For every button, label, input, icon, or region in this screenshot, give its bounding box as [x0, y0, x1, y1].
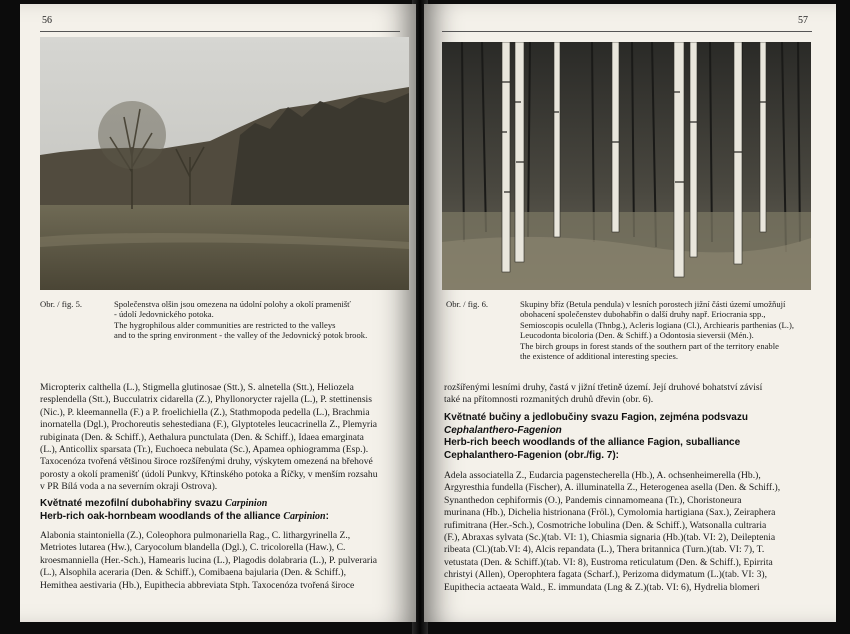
text-line: Metriotes lutarea (Hw.), Caryocolum blandella (Dgl.), C. tricolorella (Haw.), C.	[40, 542, 346, 554]
figure-5-caption	[40, 299, 410, 347]
caption-line: obohacení společenstev dubohabřin o další druhy např. Eriocrania spp.,	[520, 309, 766, 320]
left-page	[20, 4, 416, 622]
body-paragraph	[40, 530, 408, 592]
figure-label: Obr. / fig. 5.	[40, 299, 83, 309]
text-line: christyi (Allen), Operophtera fagata (Scharf.), Perizoma didymatum (L.)(tab. VI: 3),	[444, 569, 767, 581]
heading-en	[40, 511, 329, 524]
figure-5-photo	[40, 37, 409, 290]
figure-6-caption	[446, 299, 814, 361]
heading-taxon: Carpinion	[225, 498, 268, 509]
header-rule	[40, 31, 400, 32]
heading-taxon: Carpinion	[283, 510, 326, 522]
heading-cz	[40, 498, 329, 511]
text-line: v PR Bílá voda a na severním okraji Ostrova).	[40, 481, 218, 493]
heading-line: Herb-rich beech woodlands of the alliance Fagion, suballiance	[444, 437, 741, 449]
text-line: Alabonia staintoniella (Z.), Coleophora pulmonariella Rag., C. lithargyrinella Z.,	[40, 530, 351, 541]
text-line: (F.), Abraxas sylvata (Sc.)(tab. VI: 1), Chiasmia signaria (Hb.)(tab. VI: 2), Deileptenia	[444, 532, 776, 544]
figure-6-photo	[442, 42, 811, 290]
text-line: (Nic.), P. kleemannella (F.) a P. froelichiella (Z.), Stathmopoda pedella (L.), Brachmia	[40, 406, 370, 418]
caption-line: Semioscopis oculella (Thnbg.), Acleris logiana (Cl.), Archiearis parthenias (L.),	[520, 319, 794, 330]
text-line: Hemithea aestivaria (Hb.), Eupithecia abbreviata Stph. Taxocenóza tvořená široce	[40, 579, 355, 591]
caption-line: - údolí Jedovnického potoka.	[114, 309, 214, 320]
text-line: také na přítomnosti rozmanitých druhů dřevin (obr. 6).	[444, 394, 654, 406]
text-line: porosty a okolí pramenišť (údolí Punkvy, Křtinského potoka a Říčky, v menším rozsahu	[40, 468, 378, 480]
section-heading	[40, 498, 329, 523]
caption-line: The birch groups in forest stands of the southern part of the territory enable	[520, 340, 779, 351]
text-line: rozšířenými lesními druhy, častá v jižní třetině území. Její druhové bohatství závisí	[444, 382, 763, 393]
body-paragraph	[444, 382, 816, 407]
text-line: inornatella (Dgl.), Prochoreutis sehestediana (F.), Glyptoteles leucacrinella Z., Plemyria	[40, 419, 378, 431]
caption-text	[114, 299, 367, 341]
caption-line: and to the spring environment - the valley of the Jedovnický potok brook.	[114, 330, 368, 341]
caption-line: Leucodonta bicoloria (Den. & Schiff.) a Odontosia sieversii (Mén.).	[520, 330, 754, 341]
heading-text: Květnaté mezofilní dubohabřiny svazu	[40, 498, 226, 509]
text-line: ribeata (Cl.)(tab.VI: 4), Alcis repandata (L.), Thera britannica (Turn.)(tab. VI: 7), T.	[444, 544, 765, 556]
text-line: rubiginata (Den. & Schiff.), Aethalura punctulata (Den. & Schiff.), Idaea emarginata	[40, 431, 364, 443]
heading-text: Herb-rich oak-hornbeam woodlands of the alliance	[40, 510, 284, 522]
caption-line: Skupiny bříz (Betula pendula) v lesních porostech jižní části území umožňují	[520, 299, 786, 309]
section-heading	[444, 412, 748, 462]
right-page	[424, 4, 836, 622]
figure-label: Obr. / fig. 6.	[446, 299, 489, 309]
caption-line: Společenstva olšin jsou omezena na údolní polohy a okolí pramenišť	[114, 299, 351, 309]
caption-text	[520, 299, 794, 361]
text-line: kroesmanniella (Her.-Sch.), Hamearis lucina (L.), Plagodis dolabraria (L.), P. pulveraria	[40, 554, 377, 566]
body-paragraph	[40, 382, 408, 494]
body-paragraph	[444, 470, 816, 594]
caption-line: The hygrophilous alder communities are restricted to the valleys	[114, 319, 336, 330]
text-line: rufimitrana (Her.-Sch.), Cosmotriche lobulina (Den. & Schiff.), Watsonalla cultraria	[444, 519, 767, 531]
text-line: Adela associatella Z., Eudarcia pagenstecherella (Hb.), A. ochsenheimerella (Hb.),	[444, 470, 761, 481]
page-number: 57	[798, 15, 808, 26]
heading-line: Květnaté bučiny a jedlobučiny svazu Fagion, zejména podsvazu	[444, 412, 748, 423]
text-line: Argyresthia fundella (Fischer), A. illuminatella Z., Heterogenea asella (Den. & Schiff.),	[444, 482, 781, 494]
text-line: resplendella (Stt.), Bucculatrix cidarella (Z.), Phyllonorycter rajella (L.), P. stettinensis	[40, 394, 372, 406]
text-line: (L.), Anticollix sparsata (Tr.), Euchoeca nebulata (Sc.), Apamea ophiogramma (Esp.).	[40, 444, 369, 456]
heading-line: Cephalanthero-Fagenion	[444, 424, 562, 436]
text-line: murinana (Hb.), Dichelia histrionana (Fröl.), Cymolomia hartigiana (Sax.), Zeiraphera	[444, 507, 776, 519]
text-line: vetustata (Den. & Schiff.)(tab. VI: 8), Eustroma reticulatum (Den. & Schiff.), Epirrita	[444, 556, 773, 568]
text-line: Eupithecia actaeata Wald., E. immundata (Lng & Z.)(tab. VI: 6), Hydrelia blomeri	[444, 581, 760, 593]
text-line: Synanthedon cephiformis (O.), Pandemis cinnamomeana (Tr.), Choristoneura	[444, 494, 742, 506]
heading-end: :	[325, 510, 329, 522]
text-line: (L.), Alsophila aceraria (Den. & Schiff.), Comibaena bajularia (Den. & Schiff.),	[40, 567, 347, 579]
caption-line: the existence of additional interesting species.	[520, 351, 678, 362]
header-rule	[442, 31, 812, 32]
text-line: Taxocenóza tvořená většinou široce rozšířenými druhy, výskytem omezená na břehové	[40, 456, 373, 468]
page-number: 56	[42, 15, 52, 26]
text-line: Micropterix calthella (L.), Stigmella glutinosae (Stt.), S. alnetella (Stt.), Heliozela	[40, 382, 354, 393]
heading-line: Cephalanthero-Fagenion (obr./fig. 7):	[444, 449, 619, 461]
